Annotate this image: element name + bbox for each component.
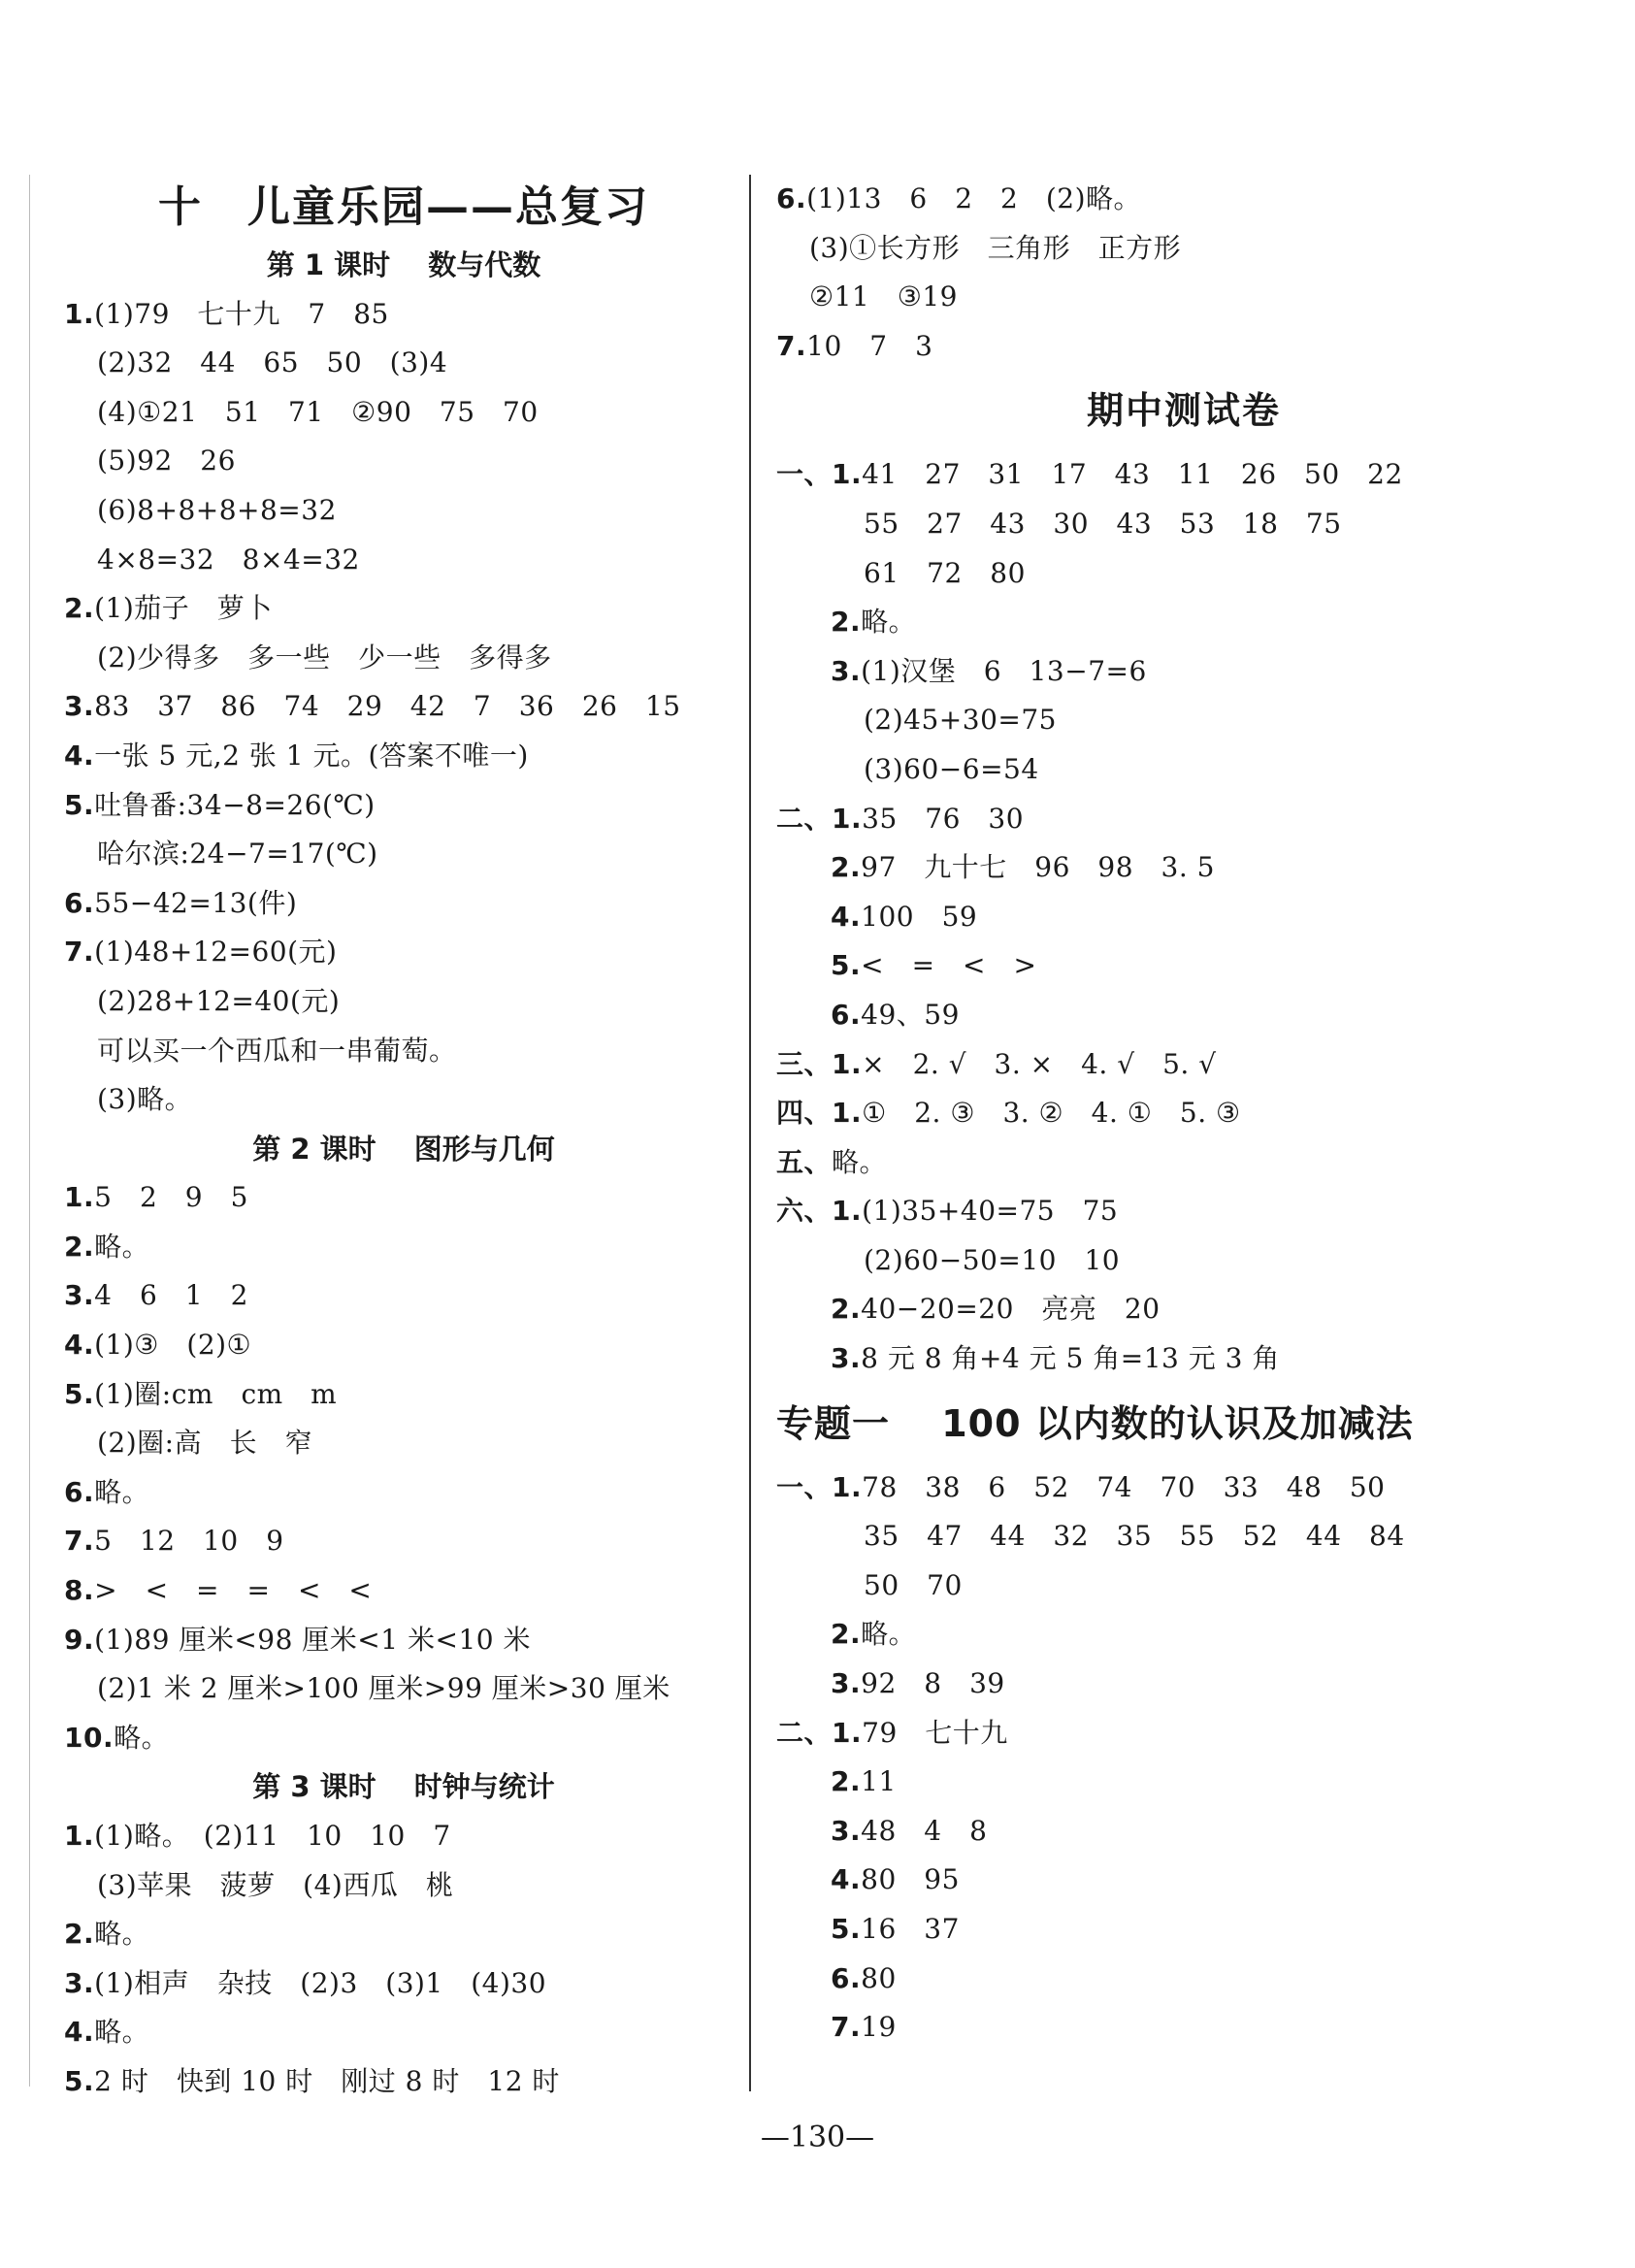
answer-line	[776, 1905, 1591, 1955]
answer-line	[64, 634, 743, 683]
answer-line	[64, 2008, 743, 2057]
answer-line	[64, 1223, 743, 1272]
question-number: 3.	[64, 1966, 95, 1999]
question-number: 一、1.	[776, 1470, 863, 1503]
answer-text: 4×8=32 8×4=32	[97, 542, 360, 575]
question-number: 9.	[64, 1623, 95, 1656]
question-number: 3.	[831, 1814, 862, 1847]
answer-text: (2)32 44 65 50 (3)4	[97, 346, 448, 379]
answer-text: 41 27 31 17 43 11 26 50 22	[862, 458, 1403, 491]
answer-line	[776, 1236, 1591, 1286]
question-number: 2.	[831, 1765, 862, 1798]
answer-text: 吐鲁番:34−8=26(℃)	[94, 788, 376, 821]
answer-text: (2)圈:高 长 窄	[97, 1427, 313, 1460]
answer-line	[64, 2057, 743, 2107]
question-number: 4.	[64, 739, 95, 772]
answer-line	[64, 1271, 743, 1321]
column-divider	[749, 175, 751, 2091]
lesson-heading: 第 1 课时 数与代数	[266, 248, 541, 281]
answer-text: (2)45+30=75	[864, 704, 1057, 737]
answer-text: 80	[861, 1961, 897, 1994]
question-number: 5.	[64, 788, 95, 821]
answer-text: 11	[861, 1765, 897, 1798]
answer-text: 50 70	[864, 1568, 963, 1601]
answer-text: (1)略。 (2)11 10 10 7	[94, 1820, 451, 1852]
answer-line	[776, 273, 1591, 322]
answer-text: (2)28+12=40(元)	[97, 984, 341, 1017]
answer-line	[64, 1861, 743, 1911]
answer-text: 略。	[861, 606, 917, 639]
answer-text: 略。	[94, 1230, 150, 1263]
answer-line	[776, 745, 1591, 795]
answer-line	[776, 500, 1591, 549]
answer-line	[64, 1027, 743, 1076]
question-number: 4.	[64, 2016, 95, 2049]
answer-text: 2 时 快到 10 时 刚过 8 时 12 时	[94, 2064, 560, 2097]
answer-line	[776, 843, 1591, 893]
answer-text: 10 7 3	[806, 329, 933, 362]
answer-text: ②11 ③19	[809, 280, 958, 313]
answer-text: 16 37	[861, 1913, 960, 1945]
answer-line	[64, 682, 743, 732]
answer-text: 略。	[832, 1145, 888, 1178]
answer-line	[64, 1321, 743, 1370]
answer-line	[776, 647, 1591, 697]
answer-line	[64, 1173, 743, 1223]
answer-line	[776, 1089, 1591, 1138]
answer-text: (2)60−50=10 10	[864, 1243, 1121, 1276]
question-number: 5.	[64, 1377, 95, 1410]
answer-text: 78 38 6 52 74 70 33 48 50	[862, 1470, 1386, 1503]
question-number: 4.	[831, 1863, 862, 1896]
answer-line	[64, 781, 743, 831]
answer-text: 97 九十七 96 98 3. 5	[861, 851, 1215, 884]
answer-line	[64, 437, 743, 486]
answer-text: 略。	[94, 1475, 150, 1508]
answer-text: (2)1 米 2 厘米>100 厘米>99 厘米>30 厘米	[97, 1672, 670, 1705]
answer-line	[776, 1807, 1591, 1857]
left-column	[64, 175, 743, 2107]
question-number: 2.	[831, 606, 862, 639]
answer-text: (1)茄子 萝卜	[94, 592, 273, 625]
answer-line	[64, 1419, 743, 1468]
answer-text: 哈尔滨:24−7=17(℃)	[97, 838, 378, 871]
question-number: 四、1.	[776, 1097, 863, 1130]
answer-line	[64, 486, 743, 536]
answer-line	[64, 1959, 743, 2009]
answer-line	[776, 1138, 1591, 1188]
answer-line	[776, 1709, 1591, 1759]
answer-text: (1)35+40=75 75	[862, 1195, 1119, 1228]
answer-line	[776, 1040, 1591, 1090]
question-number: 2.	[831, 1293, 862, 1326]
answer-line	[64, 928, 743, 977]
answer-line	[64, 1517, 743, 1566]
answer-line	[64, 977, 743, 1027]
section-title: 期中测试卷	[1086, 389, 1281, 433]
lesson-heading: 第 2 课时 图形与几何	[252, 1132, 555, 1166]
answer-text: 略。	[114, 1721, 170, 1754]
answer-line	[64, 1566, 743, 1616]
answer-line	[64, 1616, 743, 1665]
answer-text: 55 27 43 30 43 53 18 75	[864, 507, 1342, 540]
answer-line	[64, 732, 743, 781]
question-number: 3.	[64, 1279, 95, 1312]
answer-text: (6)8+8+8+8=32	[97, 493, 337, 526]
question-number: 1.	[64, 1181, 95, 1214]
question-number: 六、1.	[776, 1195, 863, 1228]
answer-line	[776, 795, 1591, 844]
answer-text: (5)92 26	[97, 444, 236, 477]
question-number: 7.	[64, 1525, 95, 1558]
answer-line	[64, 339, 743, 388]
question-number: 6.	[831, 1961, 862, 1994]
answer-line	[776, 1512, 1591, 1561]
answer-line	[64, 1370, 743, 1420]
question-number: 三、1.	[776, 1047, 863, 1080]
answer-text: (1)89 厘米<98 厘米<1 米<10 米	[94, 1623, 531, 1656]
answer-line	[776, 1334, 1591, 1384]
question-number: 5.	[64, 2064, 95, 2097]
answer-text: (1)③ (2)①	[94, 1329, 252, 1362]
question-number: 2.	[64, 592, 95, 625]
question-number: 5.	[831, 1913, 862, 1945]
answer-line	[776, 1955, 1591, 2004]
answer-line	[776, 893, 1591, 942]
answer-text: 83 37 86 74 29 42 7 36 26 15	[94, 690, 681, 723]
answer-text: × 2. √ 3. × 4. √ 5. √	[862, 1047, 1217, 1080]
question-number: 8.	[64, 1574, 95, 1607]
answer-line	[64, 388, 743, 438]
answer-line	[776, 1660, 1591, 1709]
left-margin-line	[29, 175, 30, 2087]
answer-text: 35 47 44 32 35 55 52 44 84	[864, 1520, 1405, 1553]
answer-line	[776, 549, 1591, 599]
answer-line	[776, 224, 1591, 274]
answer-line	[776, 1610, 1591, 1660]
answer-line	[64, 1664, 743, 1714]
question-number: 7.	[64, 936, 95, 969]
answer-text: (1)汉堡 6 13−7=6	[861, 654, 1147, 687]
right-column	[776, 175, 1591, 2053]
lesson-heading: 第 3 课时 时钟与统计	[252, 1770, 555, 1804]
answer-text: < = < >	[861, 949, 1037, 982]
answer-line	[776, 696, 1591, 745]
answer-text: > < = = < <	[94, 1574, 373, 1607]
question-number: 一、1.	[776, 458, 863, 491]
answer-text: 可以买一个西瓜和一串葡萄。	[97, 1034, 457, 1067]
answer-text: 61 72 80	[864, 556, 1026, 589]
answer-line	[64, 1468, 743, 1518]
answer-text: (2)少得多 多一些 少一些 多得多	[97, 641, 552, 674]
question-number: 1.	[64, 1820, 95, 1852]
question-number: 7.	[776, 329, 807, 362]
question-number: 6.	[831, 998, 862, 1031]
answer-line	[64, 584, 743, 634]
answer-text: (3)苹果 菠萝 (4)西瓜 桃	[97, 1868, 454, 1901]
answer-line	[776, 1856, 1591, 1905]
answer-text: 略。	[94, 1918, 150, 1951]
answer-text: 49、59	[861, 998, 960, 1031]
answer-line	[776, 322, 1591, 372]
question-number: 4.	[64, 1329, 95, 1362]
answer-text: 55−42=13(件)	[94, 886, 298, 919]
answer-text: (3)①长方形 三角形 正方形	[809, 231, 1182, 264]
answer-text: (1)相声 杂技 (2)3 (3)1 (4)30	[94, 1966, 547, 1999]
answer-text: 79 七十九	[862, 1716, 1008, 1749]
question-number: 3.	[831, 1667, 862, 1700]
question-number: 10.	[64, 1721, 114, 1754]
answer-line	[64, 290, 743, 340]
answer-text: 5 2 9 5	[94, 1181, 248, 1214]
answer-text: (1)79 七十九 7 85	[94, 297, 389, 330]
chapter-title: 十 儿童乐园——总复习	[158, 182, 649, 232]
answer-text: 略。	[861, 1618, 917, 1651]
answer-text: 100 59	[861, 900, 978, 933]
answer-text: 40−20=20 亮亮 20	[861, 1293, 1161, 1326]
answer-line	[64, 830, 743, 879]
question-number: 二、1.	[776, 802, 863, 835]
page-number: —130—	[760, 2120, 875, 2154]
question-number: 2.	[831, 1618, 862, 1651]
answer-text: (3)略。	[97, 1083, 193, 1116]
answer-text: 4 6 1 2	[94, 1279, 248, 1312]
answer-line	[64, 1075, 743, 1125]
answer-line	[64, 536, 743, 585]
question-number: 7.	[831, 2011, 862, 2044]
question-number: 2.	[831, 851, 862, 884]
answer-text: 8 元 8 角+4 元 5 角=13 元 3 角	[861, 1342, 1280, 1375]
answer-line	[776, 1463, 1591, 1513]
answer-text: (1)13 6 2 2 (2)略。	[806, 182, 1142, 214]
answer-line	[776, 1285, 1591, 1334]
answer-text: (3)60−6=54	[864, 752, 1039, 785]
topic-title: 专题一 100 以内数的认识及加减法	[776, 1401, 1414, 1445]
answer-text: (1)48+12=60(元)	[94, 936, 338, 969]
answer-line	[64, 1910, 743, 1959]
answer-line	[64, 1714, 743, 1763]
question-number: 4.	[831, 900, 862, 933]
answer-line	[776, 1561, 1591, 1611]
answer-line	[776, 1758, 1591, 1807]
question-number: 6.	[64, 886, 95, 919]
answer-text: 35 76 30	[862, 802, 1025, 835]
answer-line	[776, 941, 1591, 991]
answer-line	[776, 2003, 1591, 2053]
question-number: 3.	[831, 654, 862, 687]
answer-text: 48 4 8	[861, 1814, 988, 1847]
question-number: 2.	[64, 1918, 95, 1951]
question-number: 二、1.	[776, 1716, 863, 1749]
answer-text: 80 95	[861, 1863, 960, 1896]
answer-line	[776, 1187, 1591, 1236]
answer-line	[64, 879, 743, 929]
question-number: 5.	[831, 949, 862, 982]
question-number: 2.	[64, 1230, 95, 1263]
question-number: 6.	[64, 1475, 95, 1508]
answer-text: 略。	[94, 2016, 150, 2049]
question-number: 3.	[831, 1342, 862, 1375]
question-number: 1.	[64, 297, 95, 330]
answer-line	[776, 991, 1591, 1040]
question-number: 五、	[776, 1145, 833, 1178]
answer-text: 92 8 39	[861, 1667, 1005, 1700]
question-number: 6.	[776, 182, 807, 214]
answer-text: (1)圈:cm cm m	[94, 1377, 338, 1410]
answer-line	[776, 598, 1591, 647]
answer-text: ① 2. ③ 3. ② 4. ① 5. ③	[862, 1097, 1241, 1130]
answer-text: 5 12 10 9	[94, 1525, 284, 1558]
answer-line	[776, 175, 1591, 224]
question-number: 3.	[64, 690, 95, 723]
answer-text: 19	[861, 2011, 897, 2044]
answer-text: (4)①21 51 71 ②90 75 70	[97, 395, 539, 428]
answer-text: 一张 5 元,2 张 1 元。(答案不唯一)	[94, 739, 529, 772]
answer-line	[776, 450, 1591, 500]
answer-line	[64, 1812, 743, 1861]
